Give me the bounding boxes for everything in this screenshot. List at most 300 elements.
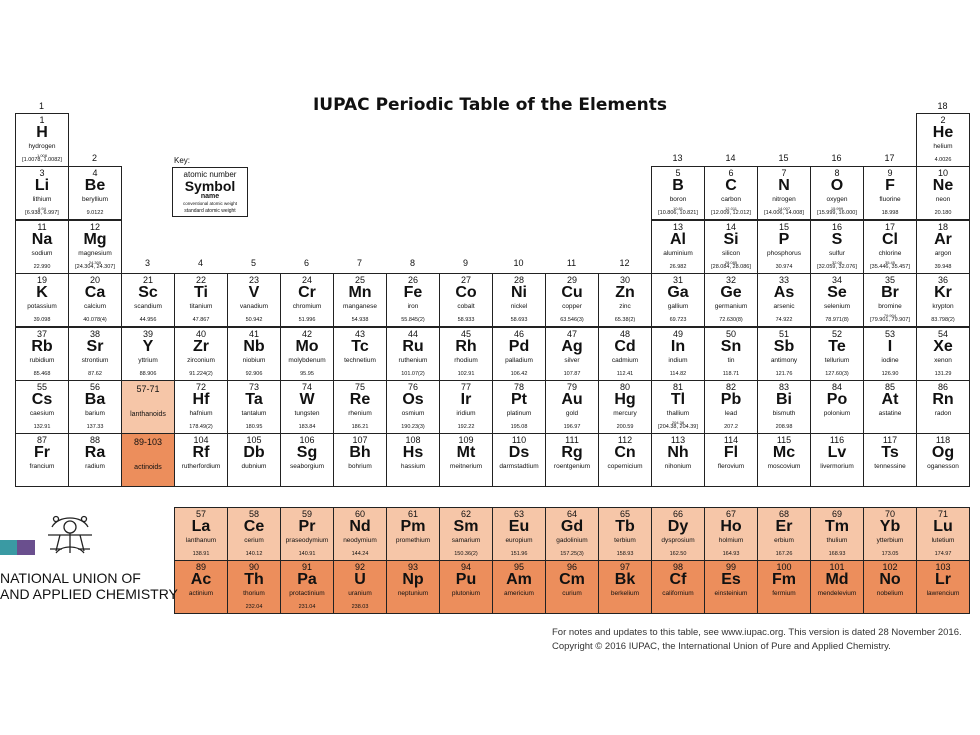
element-symbol: Dy bbox=[667, 518, 689, 535]
atomic-number: 84 bbox=[831, 382, 842, 392]
atomic-weight: 50.942 bbox=[245, 317, 263, 323]
element-symbol: Ts bbox=[881, 444, 899, 461]
element-name: chromium bbox=[292, 303, 322, 310]
element-symbol: Nh bbox=[667, 444, 689, 461]
element-cell-au bbox=[545, 380, 599, 434]
atomic-weight: 107.87 bbox=[563, 371, 581, 377]
element-cell-cs bbox=[15, 380, 69, 434]
element-symbol: Cu bbox=[561, 284, 583, 301]
element-name: strontium bbox=[81, 357, 109, 364]
element-symbol: Rh bbox=[455, 338, 477, 355]
element-cell-h bbox=[15, 113, 69, 167]
atomic-number: 114 bbox=[723, 435, 739, 445]
element-name: americium bbox=[504, 590, 534, 597]
atomic-weight: 140.91 bbox=[298, 551, 316, 557]
element-name: tennessine bbox=[874, 463, 906, 470]
element-symbol: Pr bbox=[298, 518, 316, 535]
atomic-number: 17 bbox=[884, 222, 895, 232]
element-cell-ar bbox=[916, 220, 970, 274]
conventional-atomic-weight: 12.011 bbox=[725, 206, 737, 211]
element-cell-bh bbox=[333, 433, 387, 487]
element-name: magnesium bbox=[78, 250, 112, 257]
element-symbol: C bbox=[725, 177, 737, 194]
element-cell-gd bbox=[545, 507, 599, 561]
element-symbol: Yb bbox=[879, 518, 901, 535]
element-symbol: Mt bbox=[456, 444, 476, 461]
element-name: terbium bbox=[614, 537, 636, 544]
element-symbol: Sr bbox=[86, 338, 104, 355]
atomic-weight: 132.91 bbox=[33, 424, 51, 430]
element-cell-ra bbox=[68, 433, 122, 487]
key-legend bbox=[172, 167, 248, 217]
element-name: technetium bbox=[344, 357, 376, 364]
element-cell-hg bbox=[598, 380, 652, 434]
element-cell-tb bbox=[598, 507, 652, 561]
element-cell-b bbox=[651, 166, 705, 220]
key-atomic-number: atomic number bbox=[183, 170, 237, 179]
atomic-weight: 167.26 bbox=[775, 551, 793, 557]
element-cell-rh bbox=[439, 327, 493, 381]
element-cell-pa bbox=[280, 560, 334, 614]
atomic-number: 60 bbox=[354, 509, 365, 519]
element-name: bismuth bbox=[772, 410, 796, 417]
element-name: helium bbox=[933, 143, 953, 150]
atomic-number: 43 bbox=[354, 329, 365, 339]
element-name: iodine bbox=[881, 357, 899, 364]
element-symbol: Cm bbox=[559, 571, 585, 588]
element-cell-fr bbox=[15, 433, 69, 487]
atomic-weight: 207.2 bbox=[724, 424, 738, 430]
atomic-number: 89-103 bbox=[133, 437, 163, 447]
atomic-weight: 20.180 bbox=[934, 210, 952, 216]
atomic-weight: [204.38, 204.39] bbox=[658, 424, 698, 430]
element-cell-kr bbox=[916, 273, 970, 327]
element-name: uranium bbox=[348, 590, 372, 597]
element-symbol: Nd bbox=[349, 518, 371, 535]
element-name: boron bbox=[669, 196, 687, 203]
element-name: rutherfordium bbox=[181, 463, 221, 470]
element-symbol: Xe bbox=[933, 338, 953, 355]
element-symbol: Po bbox=[826, 391, 848, 408]
group-number: 5 bbox=[250, 258, 256, 268]
atomic-number: 101 bbox=[829, 562, 845, 572]
group-number: 12 bbox=[619, 258, 630, 268]
atomic-number: 108 bbox=[405, 435, 421, 445]
element-cell-mn bbox=[333, 273, 387, 327]
element-symbol: Pd bbox=[508, 338, 530, 355]
element-cell-in bbox=[651, 327, 705, 381]
element-name: copernicium bbox=[607, 463, 643, 470]
atomic-number: 69 bbox=[831, 509, 842, 519]
element-symbol: Ba bbox=[84, 391, 106, 408]
element-cell-lanthanoids bbox=[121, 380, 175, 434]
element-symbol: Gd bbox=[560, 518, 584, 535]
atomic-weight: 40.078(4) bbox=[83, 317, 107, 323]
element-symbol: Cn bbox=[614, 444, 636, 461]
conventional-atomic-weight: 15.999 bbox=[830, 206, 844, 211]
atomic-number: 25 bbox=[354, 275, 365, 285]
atomic-number: 74 bbox=[301, 382, 312, 392]
element-symbol: Bi bbox=[776, 391, 792, 408]
element-symbol: Re bbox=[349, 391, 371, 408]
element-symbol: He bbox=[932, 124, 954, 141]
atomic-number: 82 bbox=[725, 382, 736, 392]
atomic-weight: 144.24 bbox=[351, 551, 369, 557]
element-cell-ac bbox=[174, 560, 228, 614]
element-name: promethium bbox=[395, 537, 431, 544]
element-symbol: U bbox=[354, 571, 366, 588]
element-name: tin bbox=[727, 357, 735, 364]
atomic-number: 77 bbox=[460, 382, 471, 392]
atomic-number: 95 bbox=[513, 562, 524, 572]
element-name: roentgenium bbox=[553, 463, 591, 470]
element-symbol: Ho bbox=[720, 518, 742, 535]
atomic-weight: 112.41 bbox=[616, 371, 634, 377]
element-symbol: Tc bbox=[351, 338, 369, 355]
element-name: actinoids bbox=[134, 464, 162, 471]
atomic-weight: 162.50 bbox=[669, 551, 687, 557]
element-symbol: Pu bbox=[455, 571, 477, 588]
atomic-weight: 39.948 bbox=[934, 264, 952, 270]
atomic-number: 85 bbox=[884, 382, 895, 392]
atomic-number: 73 bbox=[248, 382, 259, 392]
element-name: lanthanoids bbox=[130, 411, 166, 418]
atomic-weight: 190.23(3) bbox=[401, 424, 425, 430]
element-name: calcium bbox=[83, 303, 107, 310]
atomic-number: 76 bbox=[407, 382, 418, 392]
element-cell-cd bbox=[598, 327, 652, 381]
group-number: 15 bbox=[778, 153, 789, 163]
element-name: californium bbox=[662, 590, 694, 597]
element-cell-ti bbox=[174, 273, 228, 327]
atomic-number: 110 bbox=[511, 435, 527, 445]
element-name: darmstadtium bbox=[499, 463, 539, 470]
group-number: 16 bbox=[831, 153, 842, 163]
element-symbol: P bbox=[778, 231, 790, 248]
atomic-number: 4 bbox=[92, 168, 98, 178]
conventional-atomic-weight: 6.94 bbox=[38, 206, 46, 211]
key-symbol: Symbol bbox=[184, 178, 236, 194]
atomic-number: 57-71 bbox=[136, 384, 160, 394]
element-name: thulium bbox=[826, 537, 848, 544]
atomic-weight: 192.22 bbox=[457, 424, 475, 430]
element-symbol: Zn bbox=[615, 284, 635, 301]
element-symbol: Tl bbox=[670, 391, 686, 408]
atomic-number: 2 bbox=[940, 115, 946, 125]
atomic-number: 58 bbox=[248, 509, 259, 519]
element-symbol: Te bbox=[828, 338, 846, 355]
element-cell-ba bbox=[68, 380, 122, 434]
atomic-number: 90 bbox=[248, 562, 259, 572]
element-cell-mc bbox=[757, 433, 811, 487]
element-name: indium bbox=[668, 357, 688, 364]
atomic-weight: 118.71 bbox=[722, 371, 740, 377]
element-cell-rg bbox=[545, 433, 599, 487]
element-cell-rf bbox=[174, 433, 228, 487]
atomic-number: 6 bbox=[728, 168, 734, 178]
atomic-weight: 173.05 bbox=[881, 551, 899, 557]
atomic-number: 54 bbox=[937, 329, 948, 339]
atomic-number: 47 bbox=[566, 329, 577, 339]
element-symbol: Au bbox=[561, 391, 583, 408]
element-name: neon bbox=[935, 196, 951, 203]
element-cell-pm bbox=[386, 507, 440, 561]
group-number: 14 bbox=[725, 153, 736, 163]
atomic-number: 62 bbox=[460, 509, 471, 519]
element-symbol: Hg bbox=[614, 391, 636, 408]
atomic-number: 61 bbox=[407, 509, 418, 519]
element-name: gadolinium bbox=[556, 537, 588, 544]
element-symbol: V bbox=[248, 284, 260, 301]
element-symbol: Ac bbox=[190, 571, 212, 588]
atomic-number: 41 bbox=[248, 329, 259, 339]
conventional-atomic-weight: 10.81 bbox=[672, 206, 683, 211]
atomic-weight: 102.91 bbox=[457, 371, 475, 377]
element-symbol: W bbox=[299, 391, 315, 408]
atomic-number: 65 bbox=[619, 509, 630, 519]
element-cell-th bbox=[227, 560, 281, 614]
atomic-number: 88 bbox=[89, 435, 100, 445]
element-cell-sr bbox=[68, 327, 122, 381]
element-symbol: S bbox=[831, 231, 843, 248]
atomic-weight: [35.446, 35.457] bbox=[870, 264, 910, 270]
copyright-line: Copyright © 2016 IUPAC, the International Union of Pure and Applied Chemistry. bbox=[552, 641, 891, 652]
atomic-weight: 183.84 bbox=[298, 424, 316, 430]
element-name: mercury bbox=[613, 410, 637, 417]
element-symbol: Cl bbox=[882, 231, 898, 248]
atomic-weight: 39.098 bbox=[33, 317, 51, 323]
element-symbol: Eu bbox=[508, 518, 530, 535]
element-cell-cu bbox=[545, 273, 599, 327]
element-cell-es bbox=[704, 560, 758, 614]
atomic-weight: 9.0122 bbox=[86, 210, 104, 216]
element-symbol: Pt bbox=[511, 391, 527, 408]
atomic-number: 63 bbox=[513, 509, 524, 519]
element-symbol: Rf bbox=[192, 444, 210, 461]
atomic-number: 35 bbox=[884, 275, 895, 285]
element-symbol: Db bbox=[243, 444, 265, 461]
atomic-number: 93 bbox=[407, 562, 418, 572]
element-symbol: I bbox=[887, 338, 893, 355]
conventional-atomic-weight: 1.008 bbox=[36, 153, 47, 158]
element-name: seaborgium bbox=[290, 463, 324, 470]
element-cell-p bbox=[757, 220, 811, 274]
atomic-number: 75 bbox=[354, 382, 365, 392]
atomic-number: 48 bbox=[619, 329, 630, 339]
element-name: rhenium bbox=[348, 410, 372, 417]
element-name: lanthanum bbox=[185, 537, 217, 544]
key-name: name bbox=[200, 193, 220, 200]
element-symbol: Bk bbox=[614, 571, 636, 588]
element-cell-ce bbox=[227, 507, 281, 561]
element-symbol: Rb bbox=[31, 338, 53, 355]
key-conventional-weight: conventional atomic weight bbox=[182, 201, 238, 206]
group-number: 2 bbox=[91, 153, 97, 163]
element-name: germanium bbox=[714, 303, 748, 310]
element-symbol: Sm bbox=[453, 518, 479, 535]
element-name: neptunium bbox=[397, 590, 429, 597]
atomic-number: 70 bbox=[884, 509, 895, 519]
element-name: lead bbox=[724, 410, 738, 417]
atomic-weight: 54.938 bbox=[351, 317, 369, 323]
element-name: meitnerium bbox=[449, 463, 483, 470]
element-symbol: F bbox=[885, 177, 895, 194]
group-number: 1 bbox=[38, 101, 44, 111]
element-cell-mo bbox=[280, 327, 334, 381]
atomic-weight: 85.468 bbox=[33, 371, 51, 377]
element-symbol: Kr bbox=[934, 284, 952, 301]
atomic-number: 20 bbox=[89, 275, 100, 285]
atomic-number: 45 bbox=[460, 329, 471, 339]
atomic-weight: 121.76 bbox=[775, 371, 793, 377]
element-symbol: Hs bbox=[402, 444, 424, 461]
element-cell-ta bbox=[227, 380, 281, 434]
atomic-number: 116 bbox=[829, 435, 845, 445]
element-cell-se bbox=[810, 273, 864, 327]
atomic-weight: 58.933 bbox=[457, 317, 475, 323]
element-name: zinc bbox=[619, 303, 631, 310]
element-cell-bi bbox=[757, 380, 811, 434]
element-cell-sm bbox=[439, 507, 493, 561]
atomic-number: 53 bbox=[884, 329, 895, 339]
element-name: sulfur bbox=[829, 250, 845, 257]
element-cell-cn bbox=[598, 433, 652, 487]
element-cell-re bbox=[333, 380, 387, 434]
element-name: thorium bbox=[243, 590, 265, 597]
element-cell-nd bbox=[333, 507, 387, 561]
element-name: iron bbox=[407, 303, 419, 310]
element-name: palladium bbox=[505, 357, 533, 364]
atomic-weight: 106.42 bbox=[510, 371, 528, 377]
element-name: antimony bbox=[770, 357, 798, 364]
element-symbol: Se bbox=[827, 284, 847, 301]
element-name: samarium bbox=[451, 537, 481, 544]
element-name: cobalt bbox=[457, 303, 475, 310]
element-cell-w bbox=[280, 380, 334, 434]
element-cell-lu bbox=[916, 507, 970, 561]
atomic-weight: 196.97 bbox=[563, 424, 581, 430]
atomic-number: 30 bbox=[619, 275, 630, 285]
element-name: caesium bbox=[29, 410, 55, 417]
element-name: actinium bbox=[188, 590, 214, 597]
element-symbol: Ta bbox=[245, 391, 263, 408]
element-symbol: Sc bbox=[138, 284, 158, 301]
group-number: 18 bbox=[937, 101, 948, 111]
element-symbol: Lv bbox=[827, 444, 847, 461]
element-cell-ni bbox=[492, 273, 546, 327]
atomic-number: 87 bbox=[36, 435, 47, 445]
element-name: lutetium bbox=[931, 537, 955, 544]
element-cell-lv bbox=[810, 433, 864, 487]
element-symbol: Fe bbox=[403, 284, 423, 301]
atomic-weight: 72.630(8) bbox=[719, 317, 743, 323]
atomic-weight: 158.93 bbox=[616, 551, 634, 557]
element-cell-xe bbox=[916, 327, 970, 381]
element-symbol: Am bbox=[506, 571, 532, 588]
atomic-number: 52 bbox=[831, 329, 842, 339]
element-cell-tc bbox=[333, 327, 387, 381]
element-symbol: Sg bbox=[296, 444, 318, 461]
atomic-weight: 78.971(8) bbox=[825, 317, 849, 323]
atomic-weight: 168.93 bbox=[828, 551, 846, 557]
element-cell-y bbox=[121, 327, 175, 381]
element-name: yttrium bbox=[138, 357, 158, 364]
element-name: flerovium bbox=[717, 463, 745, 470]
element-cell-k bbox=[15, 273, 69, 327]
element-name: tungsten bbox=[294, 410, 320, 417]
element-symbol: Ds bbox=[508, 444, 530, 461]
element-name: oxygen bbox=[826, 196, 848, 203]
atomic-number: 18 bbox=[937, 222, 948, 232]
element-cell-actinoids bbox=[121, 433, 175, 487]
element-symbol: In bbox=[670, 338, 686, 355]
element-name: hydrogen bbox=[28, 143, 56, 150]
element-symbol: Ni bbox=[511, 284, 527, 301]
element-symbol: At bbox=[881, 391, 899, 408]
element-name: selenium bbox=[823, 303, 850, 310]
atomic-weight: 137.33 bbox=[86, 424, 104, 430]
element-name: cerium bbox=[244, 537, 264, 544]
element-cell-mt bbox=[439, 433, 493, 487]
atomic-number: 32 bbox=[725, 275, 736, 285]
element-name: silicon bbox=[721, 250, 741, 257]
element-cell-n bbox=[757, 166, 811, 220]
element-symbol: Na bbox=[31, 231, 53, 248]
element-cell-pr bbox=[280, 507, 334, 561]
element-cell-ho bbox=[704, 507, 758, 561]
key-label: Key: bbox=[174, 156, 191, 165]
element-symbol: Rg bbox=[561, 444, 583, 461]
conventional-atomic-weight: 28.085 bbox=[724, 260, 738, 265]
atomic-weight: 30.974 bbox=[775, 264, 793, 270]
element-symbol: Mc bbox=[772, 444, 796, 461]
atomic-number: 59 bbox=[301, 509, 312, 519]
element-name: bromine bbox=[878, 303, 902, 310]
element-cell-cm bbox=[545, 560, 599, 614]
element-symbol: Pa bbox=[297, 571, 317, 588]
element-name: praseodymium bbox=[285, 537, 329, 544]
atomic-number: 106 bbox=[299, 435, 315, 445]
element-name: cadmium bbox=[611, 357, 639, 364]
element-cell-sc bbox=[121, 273, 175, 327]
atomic-weight: 91.224(2) bbox=[189, 371, 213, 377]
element-name: argon bbox=[934, 250, 952, 257]
element-symbol: Th bbox=[244, 571, 264, 588]
atomic-weight: 164.93 bbox=[722, 551, 740, 557]
element-cell-dy bbox=[651, 507, 705, 561]
element-symbol: Tb bbox=[615, 518, 635, 535]
atomic-number: 67 bbox=[725, 509, 736, 519]
element-cell-sg bbox=[280, 433, 334, 487]
element-name: phosphorus bbox=[767, 250, 801, 257]
element-symbol: Cs bbox=[31, 391, 53, 408]
element-cell-tl bbox=[651, 380, 705, 434]
group-number: 10 bbox=[513, 258, 524, 268]
element-symbol: Fr bbox=[34, 444, 50, 461]
atomic-number: 103 bbox=[935, 562, 951, 572]
element-symbol: Ru bbox=[402, 338, 424, 355]
conventional-atomic-weight: 14.007 bbox=[777, 206, 791, 211]
element-name: chlorine bbox=[878, 250, 902, 257]
element-cell-pb bbox=[704, 380, 758, 434]
atomic-weight: [1.0078, 1.0082] bbox=[22, 157, 62, 163]
element-name: xenon bbox=[934, 357, 952, 364]
element-name: thallium bbox=[666, 410, 690, 417]
element-symbol: Sb bbox=[773, 338, 795, 355]
atomic-number: 50 bbox=[725, 329, 736, 339]
element-cell-o bbox=[810, 166, 864, 220]
atomic-number: 42 bbox=[301, 329, 312, 339]
